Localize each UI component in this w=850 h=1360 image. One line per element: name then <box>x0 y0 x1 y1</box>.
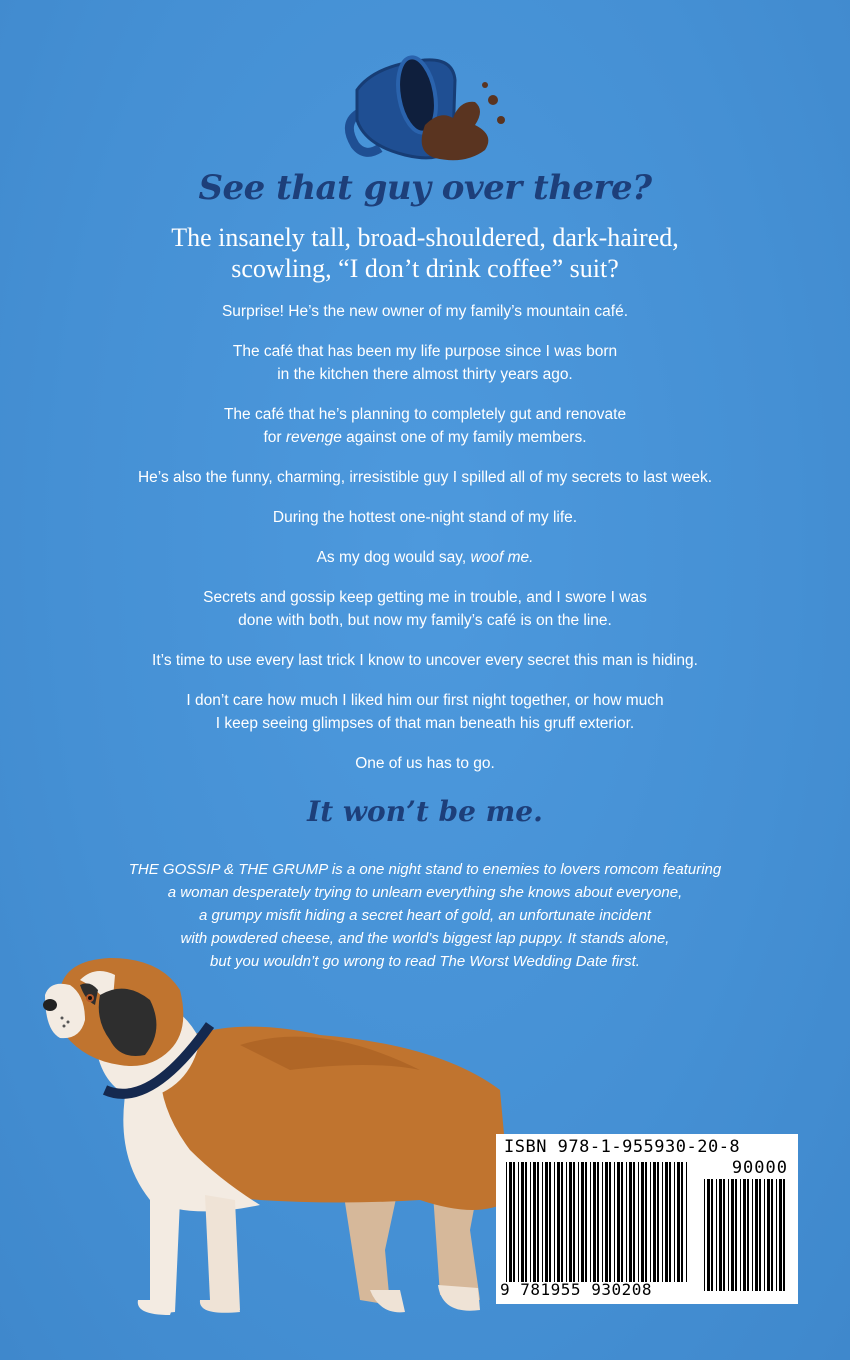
isbn-barcode <box>496 1134 798 1304</box>
paragraph-text: I keep seeing glimpses of that man beneath his gruff exterior. <box>215 715 635 732</box>
synopsis-paragraph <box>90 586 760 632</box>
paragraph-text: I don’t care how much I liked him our first night together, or how much <box>186 692 664 709</box>
synopsis-paragraph <box>90 689 760 735</box>
isbn-label: ISBN 978-1-955930-20-8 <box>504 1137 741 1157</box>
paragraph-text: He’s also the funny, charming, irresistible guy I spilled all of my secrets to last week. <box>137 469 713 486</box>
blurb-line: a grumpy misfit hiding a secret heart of gold, an unfortunate incident <box>199 907 651 924</box>
paragraph-text: Secrets and gossip keep getting me in trouble, and I swore I was <box>203 589 647 606</box>
ean-digits: 9 781955 930208 <box>500 1280 652 1299</box>
emphasis-text: woof me. <box>470 549 534 566</box>
ean-bars <box>506 1162 691 1282</box>
synopsis-paragraph <box>90 300 760 323</box>
paragraph-text: The café that he’s planning to completely gut and renovate <box>223 406 627 423</box>
paragraph-text: in the kitchen there almost thirty years ago. <box>277 366 573 383</box>
paragraph-text: for <box>263 429 286 446</box>
synopsis-paragraph <box>90 546 760 569</box>
paragraph-text: done with both, but now my family’s café is on the line. <box>238 612 612 629</box>
paragraph-text: As my dog would say, <box>316 549 471 566</box>
saint-bernard-dog-illustration <box>40 950 510 1330</box>
emphasis-text: revenge <box>285 429 342 446</box>
synopsis-paragraph <box>90 752 760 775</box>
synopsis-paragraph <box>90 403 760 449</box>
synopsis-paragraph <box>90 649 760 672</box>
synopsis-body <box>90 300 760 792</box>
tagline-heading: See that guy over there? <box>198 168 652 208</box>
closing-line: It won’t be me. <box>307 795 543 828</box>
blurb-line: THE GOSSIP & THE GRUMP is a one night stand to enemies to lovers romcom featuring <box>128 861 722 878</box>
subheading-line: The insanely tall, broad-shouldered, dark-haired, <box>171 223 679 252</box>
synopsis-paragraph <box>90 340 760 386</box>
blurb-line: a woman desperately trying to unlearn everything she knows about everyone, <box>167 884 683 901</box>
blurb-line: with powdered cheese, and the world’s biggest lap puppy. It stands alone, <box>180 930 670 947</box>
subheading <box>60 222 790 284</box>
paragraph-text: Surprise! He’s the new owner of my family’s mountain café. <box>221 303 629 320</box>
spilled-coffee-mug-icon <box>335 40 515 170</box>
paragraph-text: During the hottest one-night stand of my life. <box>272 509 578 526</box>
synopsis-paragraph <box>90 506 760 529</box>
paragraph-text: It’s time to use every last trick I know to uncover every secret this man is hiding. <box>152 652 698 669</box>
paragraph-text: One of us has to go. <box>355 755 495 772</box>
addon-bars <box>704 1179 789 1291</box>
paragraph-text: The café that has been my life purpose since I was born <box>232 343 618 360</box>
paragraph-text: against one of my family members. <box>341 429 587 446</box>
subheading-line: scowling, “I don’t drink coffee” suit? <box>231 254 619 283</box>
synopsis-paragraph <box>90 466 760 489</box>
price-code: 90000 <box>731 1158 788 1178</box>
blurb-line: but you wouldn’t go wrong to read The Worst Wedding Date first. <box>210 953 640 970</box>
